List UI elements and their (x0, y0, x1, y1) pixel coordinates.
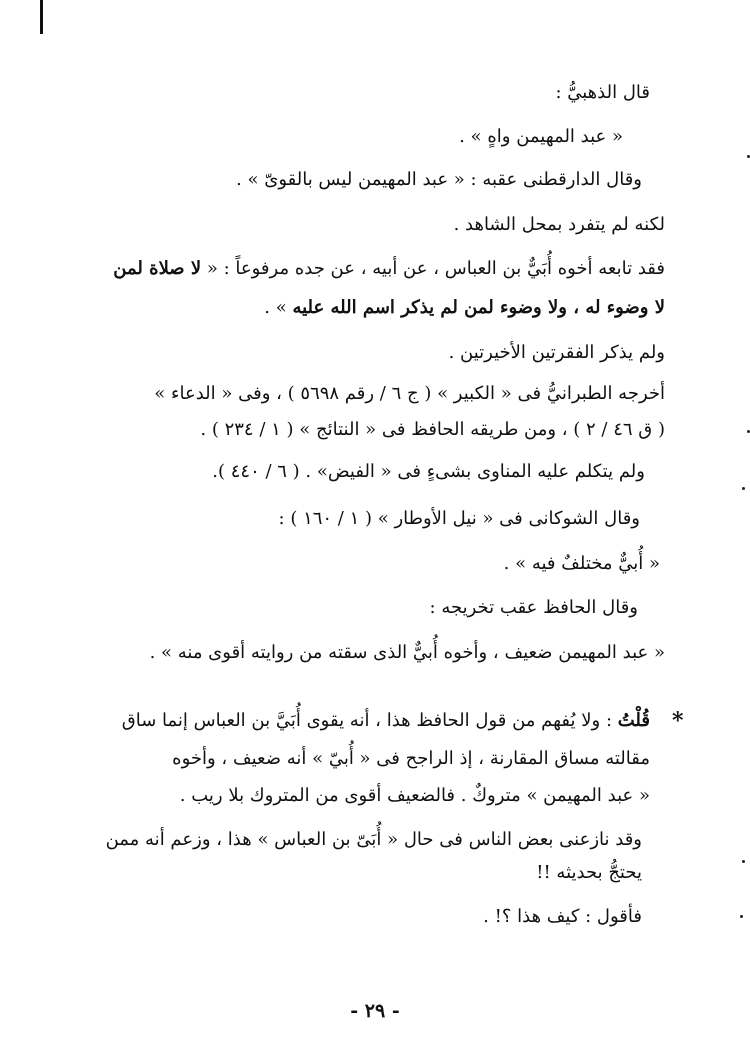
text-line: فأقول : كيف هذا ؟! . (483, 906, 642, 927)
hadith-text-bold: لا وضوء له ، ولا وضوء لمن لم يذكر اسم الله عليه (292, 297, 665, 318)
text-line: مقالته مساق المقارنة ، إذ الراجح فى « أُبيّ » أنه ضعيف ، وأخوه (172, 748, 650, 769)
text-line: قال الذهبيُّ : (555, 82, 650, 103)
text-line (264, 295, 665, 321)
scan-speck (742, 487, 745, 490)
text-line: ولم يتكلم عليه المناوى بشىءٍ فى « الفيض» . ( ٦ / ٤٤٠ ). (212, 461, 645, 482)
quote-line: « عبد المهيمن واهٍ » . (459, 126, 623, 147)
text-line (113, 256, 665, 282)
text-line (122, 708, 650, 734)
text-line: ( ق ٤٦ / ٢ ) ، ومن طريقه الحافظ فى « النتائج » ( ١ / ٢٣٤ ) . (200, 419, 665, 440)
text-line: وقد نازعنى بعض الناس فى حال « أُبَىّ بن العباس » هذا ، وزعم أنه ممن (105, 829, 642, 850)
text-line: وقال الحافظ عقب تخريجه : (429, 597, 638, 618)
scan-speck (742, 860, 745, 863)
footnote-star: * (672, 708, 684, 734)
hadith-text-bold: لا صلاة لمن (113, 258, 202, 279)
quote-line: « أُبيٌّ مختلفٌ فيه » . (503, 553, 660, 574)
qultu-heading: قُلْتُ (617, 710, 650, 731)
quote-line: « عبد المهيمن ضعيف ، وأخوه أُبيٌّ الذى سقته من روايته أقوى منه » . (149, 642, 665, 663)
text-segment: : ولا يُفهم من قول الحافظ هذا ، أنه يقوى أُبَيَّ بن العباس إنما ساق (121, 710, 613, 731)
text-line: « عبد المهيمن » متروكٌ . فالضعيف أقوى من المتروك بلا ريب . (179, 785, 650, 806)
text-segment: فقد تابعه أخوه أُبَيٌّ بن العباس ، عن أبيه ، عن جده مرفوعاً : « (206, 258, 665, 279)
text-line: وقال الدارقطنى عقبه : « عبد المهيمن ليس بالقوىّ » . (236, 169, 642, 190)
text-line: يحتجُّ بحديثه !! (536, 862, 642, 883)
scan-speck (740, 915, 743, 918)
page-number: - ٢٩ - (350, 1000, 400, 1022)
text-segment: » . (264, 297, 287, 318)
text-line: أخرجه الطبرانيُّ فى « الكبير » ( ج ٦ / رقم ٥٦٩٨ ) ، وفى « الدعاء » (154, 383, 665, 404)
text-line: وقال الشوكانى فى « نيل الأوطار » ( ١ / ١٦٠ ) : (278, 508, 640, 529)
text-line: ولم يذكر الفقرتين الأخيرتين . (448, 342, 665, 363)
text-line: لكنه لم يتفرد بمحل الشاهد . (453, 214, 665, 235)
binding-edge-line (40, 0, 43, 34)
